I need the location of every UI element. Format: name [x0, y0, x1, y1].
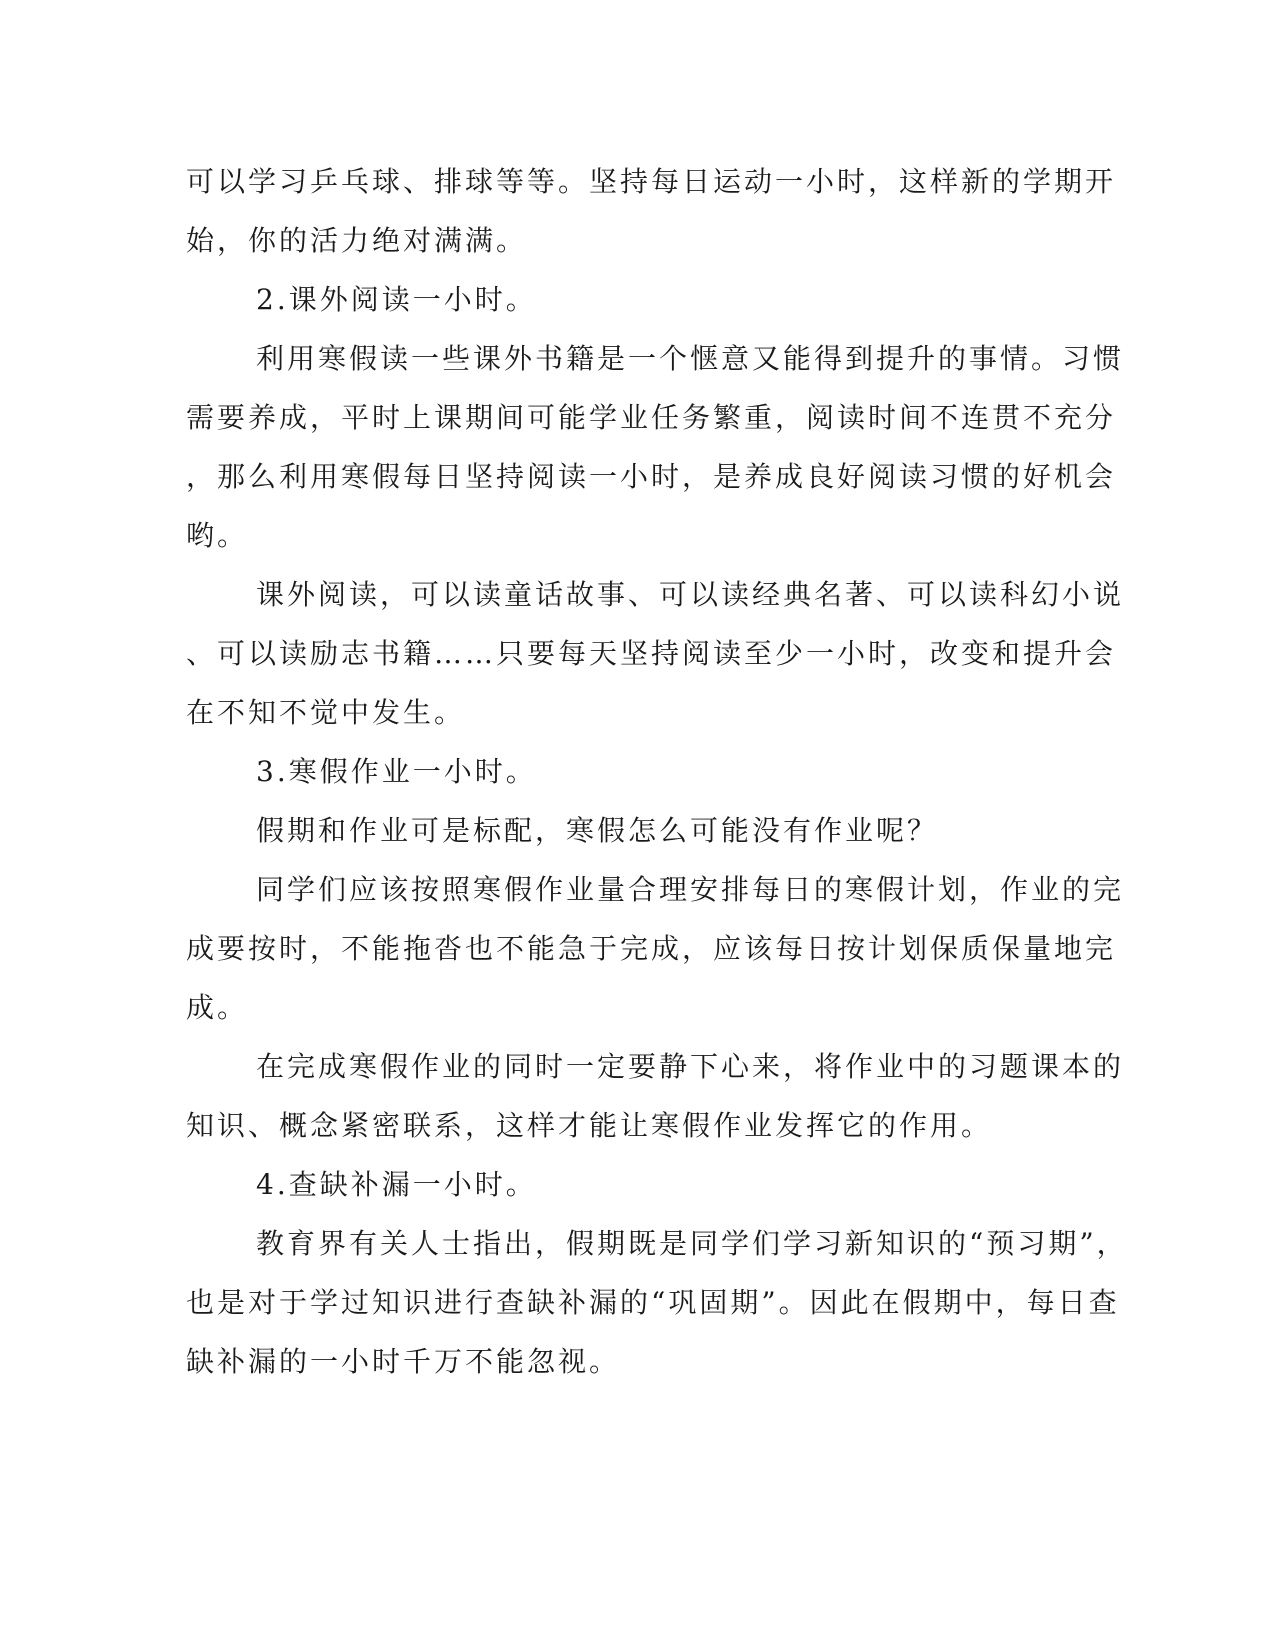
section-heading-4: 4.查缺补漏一小时。: [256, 1168, 537, 1201]
paragraph-line: 、可以读励志书籍……只要每天坚持阅读至少一小时，改变和提升会: [186, 637, 1117, 670]
section-heading-2: 2.课外阅读一小时。: [256, 283, 537, 316]
paragraph-line: 成要按时，不能拖沓也不能急于完成，应该每日按计划保质保量地完: [186, 932, 1117, 965]
paragraph-line: 教育界有关人士指出，假期既是同学们学习新知识的“预习期”，: [256, 1227, 1128, 1260]
paragraph-line: 始，你的活力绝对满满。: [186, 224, 528, 257]
section-heading-3: 3.寒假作业一小时。: [256, 755, 537, 788]
paragraph-line: 同学们应该按照寒假作业量合理安排每日的寒假计划，作业的完: [256, 873, 1125, 906]
paragraph-line: 在不知不觉中发生。: [186, 696, 466, 729]
paragraph-line: 知识、概念紧密联系，这样才能让寒假作业发挥它的作用。: [186, 1109, 993, 1142]
paragraph-line: 假期和作业可是标配，寒假怎么可能没有作业呢？: [256, 814, 939, 847]
paragraph-line: 可以学习乒乓球、排球等等。坚持每日运动一小时，这样新的学期开: [186, 165, 1117, 198]
paragraph-line: 在完成寒假作业的同时一定要静下心来，将作业中的习题课本的: [256, 1050, 1125, 1083]
paragraph-line: 成。: [186, 991, 249, 1024]
paragraph-line: 缺补漏的一小时千万不能忽视。: [186, 1345, 621, 1378]
paragraph-line: 需要养成，平时上课期间可能学业任务繁重，阅读时间不连贯不充分: [186, 401, 1117, 434]
paragraph-line: 也是对于学过知识进行查缺补漏的“巩固期”。因此在假期中，每日查: [186, 1286, 1120, 1319]
paragraph-line: 课外阅读，可以读童话故事、可以读经典名著、可以读科幻小说: [256, 578, 1125, 611]
paragraph-line: 利用寒假读一些课外书籍是一个惬意又能得到提升的事情。习惯: [256, 342, 1125, 375]
paragraph-line: ，那么利用寒假每日坚持阅读一小时，是养成良好阅读习惯的好机会: [186, 460, 1117, 493]
paragraph-line: 哟。: [186, 519, 249, 552]
